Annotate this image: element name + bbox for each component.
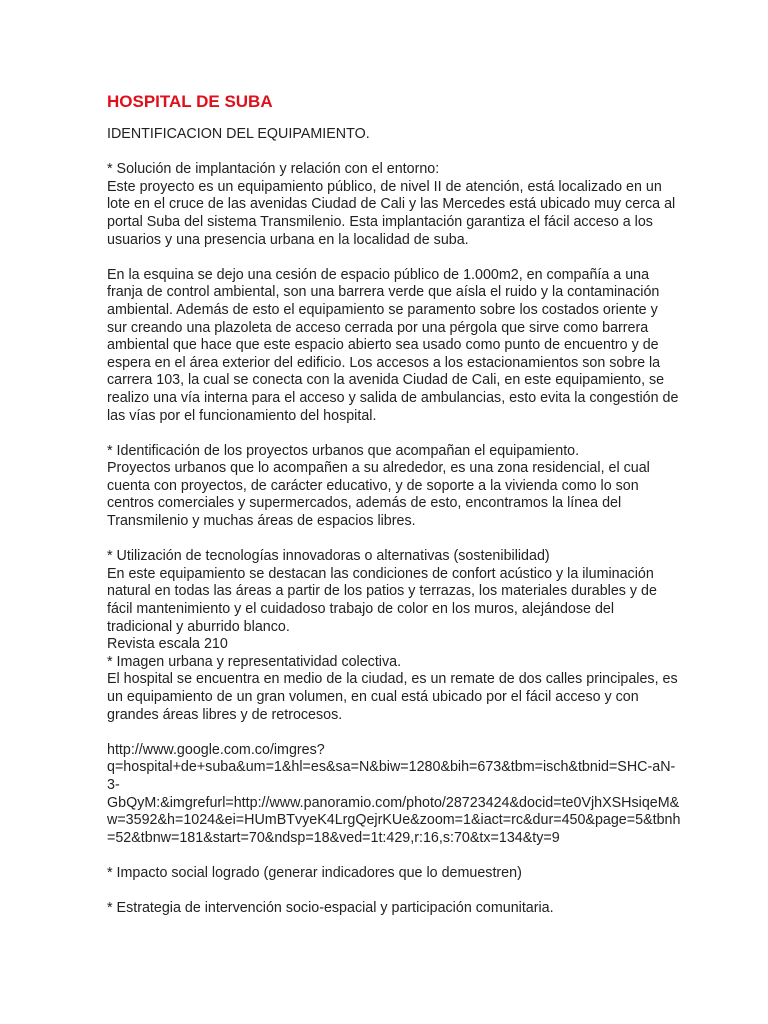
- text-line: natural en todas las áreas a partir de los patios y terrazas, los materiales durables y de: [107, 583, 657, 600]
- text-line: ambiental que hace que este espacio abierto sea usado como punto de encuentro y de: [107, 337, 659, 354]
- document-title: HOSPITAL DE SUBA: [107, 92, 273, 111]
- text-line: centros comerciales y supermercados, además de esto, encontramos la línea del: [107, 495, 622, 512]
- paragraph-impacto-social: [107, 865, 762, 883]
- text-line: tradicional y aburrido blanco.: [107, 618, 290, 635]
- url-line: w=3592&h=1024&ei=HUmBTvyeK4LrgQejrKUe&zoom=1&iact=rc&dur=450&page=5&tbnh: [107, 812, 681, 829]
- text-line: Revista escala 210: [107, 636, 228, 653]
- url-line: q=hospital+de+suba&um=1&hl=es&sa=N&biw=1280&bih=673&tbm=isch&tbnid=SHC-aN-: [107, 759, 676, 776]
- text-line: un equipamiento de un gran volumen, en cual está ubicado por el fácil acceso y con: [107, 689, 639, 705]
- text-line: * Utilización de tecnologías innovadoras o alternativas (sostenibilidad): [107, 548, 550, 565]
- paragraph-estrategia: [107, 900, 762, 918]
- reference-url: [107, 742, 762, 848]
- text-line: Proyectos urbanos que lo acompañen a su alrededor, es una zona residencial, el cual: [107, 460, 650, 477]
- text-line: * Identificación de los proyectos urbanos que acompañan el equipamiento.: [107, 442, 580, 459]
- url-line: 3-: [107, 776, 120, 793]
- text-line: lote en el cruce de las avenidas Ciudad de Cali y las Mercedes está ubicado muy cerca al: [107, 196, 676, 213]
- url-line: =52&tbnw=181&start=70&ndsp=18&ved=1t:429,r:16,s:70&tx=134&ty=9: [107, 829, 560, 846]
- text-line: En la esquina se dejo una cesión de espacio público de 1.000m2, en compañía a una: [107, 266, 650, 283]
- paragraph-espacio-publico: [107, 267, 762, 425]
- text-line: El hospital se encuentra en medio de la ciudad, es un remate de dos calles principales, es: [107, 671, 678, 688]
- text-line: carrera 103, la cual se conecta con la avenida Ciudad de Cali, en este equipamiento, se: [107, 372, 665, 389]
- text-line: Este proyecto es un equipamiento público, de nivel II de atención, está localizado en un: [107, 178, 662, 195]
- text-line: realizo una vía interna para el acceso y salida de ambulancias, esto evita la congestión de: [107, 389, 679, 406]
- text-line: * Solución de implantación y relación con el entorno:: [107, 161, 440, 178]
- text-line: cuenta con proyectos, de carácter educativo, y de soporte a la vivienda como lo son: [107, 477, 639, 494]
- document-page: [107, 92, 762, 935]
- text-line: franja de control ambiental, son una barrera verde que aísla el ruido y la contaminación: [107, 284, 660, 301]
- text-line: ambiental. Además de esto el equipamiento se paramento sobre los costados oriente y: [107, 301, 658, 318]
- text-line: * Estrategia de intervención socio-espacial y participación comunitaria.: [107, 900, 554, 917]
- text-line: * Imagen urbana y representatividad colectiva.: [107, 653, 402, 670]
- url-line: http://www.google.com.co/imgres?: [107, 741, 325, 758]
- text-line: Transmilenio y muchas áreas de espacios libres.: [107, 513, 416, 530]
- text-line: portal Suba del sistema Transmilenio. Esta implantación garantiza el fácil acceso a los: [107, 213, 653, 230]
- text-line: grandes áreas libres y de retrocesos.: [107, 706, 343, 723]
- text-line: * Impacto social logrado (generar indicadores que lo demuestren): [107, 864, 522, 881]
- paragraph-tecnologias: [107, 548, 762, 724]
- url-line: GbQyM:&imgrefurl=http://www.panoramio.com/photo/28723424&docid=te0VjhXSHsiqeM&: [107, 794, 680, 811]
- text-line: usuarios y una presencia urbana en la localidad de suba.: [107, 231, 469, 248]
- section-heading: IDENTIFICACION DEL EQUIPAMIENTO.: [107, 126, 370, 142]
- text-line: espera en el área exterior del edificio. Los accesos a los estacionamientos son sobre la: [107, 354, 661, 371]
- text-line: las vías por el funcionamiento del hospital.: [107, 407, 377, 424]
- paragraph-implantacion: [107, 161, 762, 249]
- text-line: sur creando una plazoleta de acceso cerrada por una pérgola que sirve como barrera: [107, 319, 649, 336]
- text-line: En este equipamiento se destacan las condiciones de confort acústico y la iluminación: [107, 565, 654, 582]
- text-line: fácil mantenimiento y el cuidadoso trabajo de color en los muros, alejándose del: [107, 601, 615, 618]
- paragraph-proyectos-urbanos: [107, 443, 762, 531]
